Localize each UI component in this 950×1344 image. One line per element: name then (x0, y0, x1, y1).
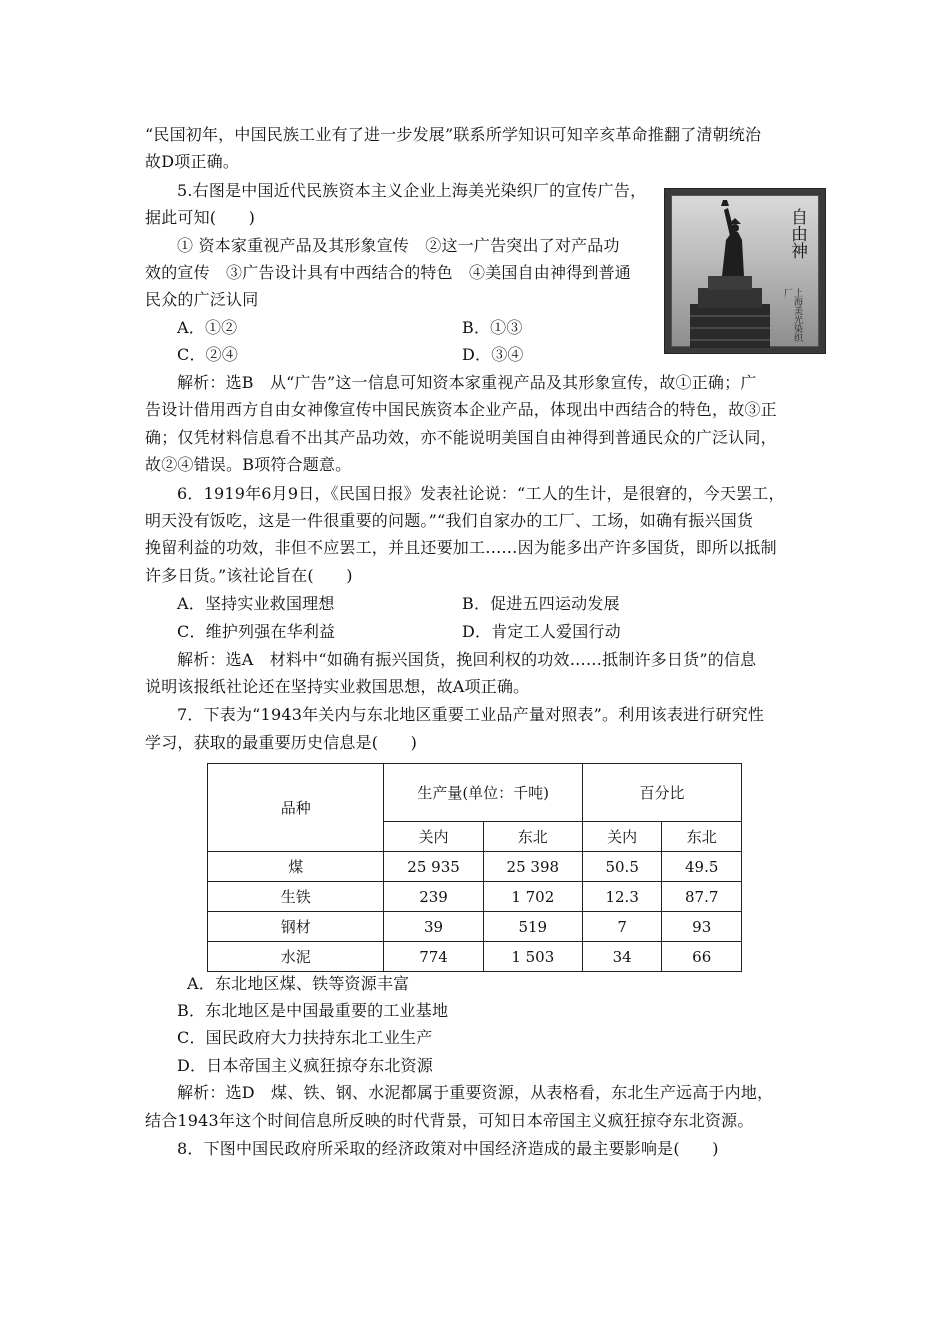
header-item: 品种 (208, 764, 384, 852)
text-line: 说明该报纸社论还在坚持实业救国思想，故A项正确。 (145, 677, 530, 696)
option-b: B．东北地区是中国最重要的工业基地 (177, 1001, 449, 1020)
ad-subtitle: 上海美光染织厂 (782, 288, 802, 342)
option-c: C．②④ (177, 345, 239, 364)
option-c: C．国民政府大力扶持东北工业生产 (177, 1028, 433, 1047)
cell-value: 87.7 (662, 882, 742, 912)
text-line: 学习，获取的最重要历史信息是( ) (145, 733, 418, 752)
option-d: D．③④ (462, 345, 524, 364)
cell-value: 239 (384, 882, 483, 912)
text-line: 故D项正确。 (145, 152, 240, 171)
cell-item: 钢材 (208, 912, 384, 942)
cell-value: 49.5 (662, 852, 742, 882)
cell-value: 25 935 (384, 852, 483, 882)
header-output: 生产量(单位：千吨) (384, 764, 583, 822)
cell-value: 25 398 (483, 852, 582, 882)
text-line: 告设计借用西方自由女神像宣传中国民族资本企业产品，体现出中西结合的特色，故③正 (145, 400, 777, 419)
option-c: C．维护列强在华利益 (177, 622, 336, 641)
header-percent: 百分比 (582, 764, 741, 822)
text-line: “民国初年，中国民族工业有了进一步发展”联系所学知识可知辛亥革命推翻了清朝统治 (145, 125, 762, 144)
cell-value: 1 702 (483, 882, 582, 912)
cell-value: 50.5 (582, 852, 662, 882)
table-row (208, 882, 742, 912)
text-line: 效的宣传 ③广告设计具有中西结合的特色 ④美国自由神得到普通 (145, 263, 632, 282)
analysis-5: 解析：选B 从“广告”这一信息可知资本家重视产品及其形象宣传，故①正确；广 (177, 373, 757, 392)
subheader-dongbei: 东北 (662, 822, 742, 852)
cell-item: 生铁 (208, 882, 384, 912)
cell-value: 7 (582, 912, 662, 942)
option-a: A．坚持实业救国理想 (177, 594, 335, 613)
text-line: 故②④错误。B项符合题意。 (145, 455, 352, 474)
text-line: 明天没有饭吃，这是一件很重要的问题。”“我们自家办的工厂、工场，如确有振兴国货 (145, 511, 754, 530)
cell-value: 34 (582, 942, 662, 972)
ad-title: 自由神 (787, 208, 807, 259)
option-a: A．①② (177, 318, 238, 337)
question-7-stem: 7．下表为“1943年关内与东北地区重要工业品产量对照表”。利用该表进行研究性 (177, 705, 765, 724)
analysis-6: 解析：选A 材料中“如确有振兴国货，挽回利权的功效……抵制许多日货”的信息 (177, 650, 757, 669)
subheader-guannei: 关内 (582, 822, 662, 852)
statue-of-liberty-advertisement (664, 188, 826, 354)
question-8-stem: 8．下图中国民政府所采取的经济政策对中国经济造成的最主要影响是( ) (177, 1139, 719, 1158)
production-table (207, 763, 742, 972)
cell-item: 煤 (208, 852, 384, 882)
text-line: 民众的广泛认同 (145, 290, 259, 309)
question-5-stem: 5.右图是中国近代民族资本主义企业上海美光染织厂的宣传广告， (177, 181, 647, 200)
table-row (208, 942, 742, 972)
cell-value: 12.3 (582, 882, 662, 912)
text-line: 挽留利益的功效，非但不应罢工，并且还要加工……因为能多出产许多国货，即所以抵制 (145, 538, 777, 557)
text-line: 许多日货。”该社论旨在( ) (145, 566, 353, 585)
option-d: D．日本帝国主义疯狂掠夺东北资源 (177, 1056, 434, 1075)
text-line: 结合1943年这个时间信息所反映的时代背景，可知日本帝国主义疯狂掠夺东北资源。 (145, 1111, 754, 1130)
subheader-guannei: 关内 (384, 822, 483, 852)
table-row (208, 852, 742, 882)
text-line: ① 资本家重视产品及其形象宣传 ②这一广告突出了对产品功 (177, 236, 620, 255)
cell-item: 水泥 (208, 942, 384, 972)
analysis-7: 解析：选D 煤、铁、钢、水泥都属于重要资源，从表格看，东北生产远高于内地， (177, 1083, 774, 1102)
text-line: 确；仅凭材料信息看不出其产品功效，亦不能说明美国自由神得到普通民众的广泛认同， (145, 428, 777, 447)
option-b: B．促进五四运动发展 (462, 594, 620, 613)
cell-value: 39 (384, 912, 483, 942)
cell-value: 519 (483, 912, 582, 942)
cell-value: 1 503 (483, 942, 582, 972)
cell-value: 774 (384, 942, 483, 972)
option-a: A．东北地区煤、铁等资源丰富 (187, 974, 410, 993)
cell-value: 66 (662, 942, 742, 972)
option-b: B．①③ (462, 318, 523, 337)
question-6-stem: 6．1919年6月9日，《民国日报》发表社论说：“工人的生计，是很窘的，今天罢工， (177, 484, 785, 503)
subheader-dongbei: 东北 (483, 822, 582, 852)
cell-value: 93 (662, 912, 742, 942)
text-line: 据此可知( ) (145, 208, 256, 227)
option-d: D．肯定工人爱国行动 (462, 622, 621, 641)
table-row (208, 912, 742, 942)
